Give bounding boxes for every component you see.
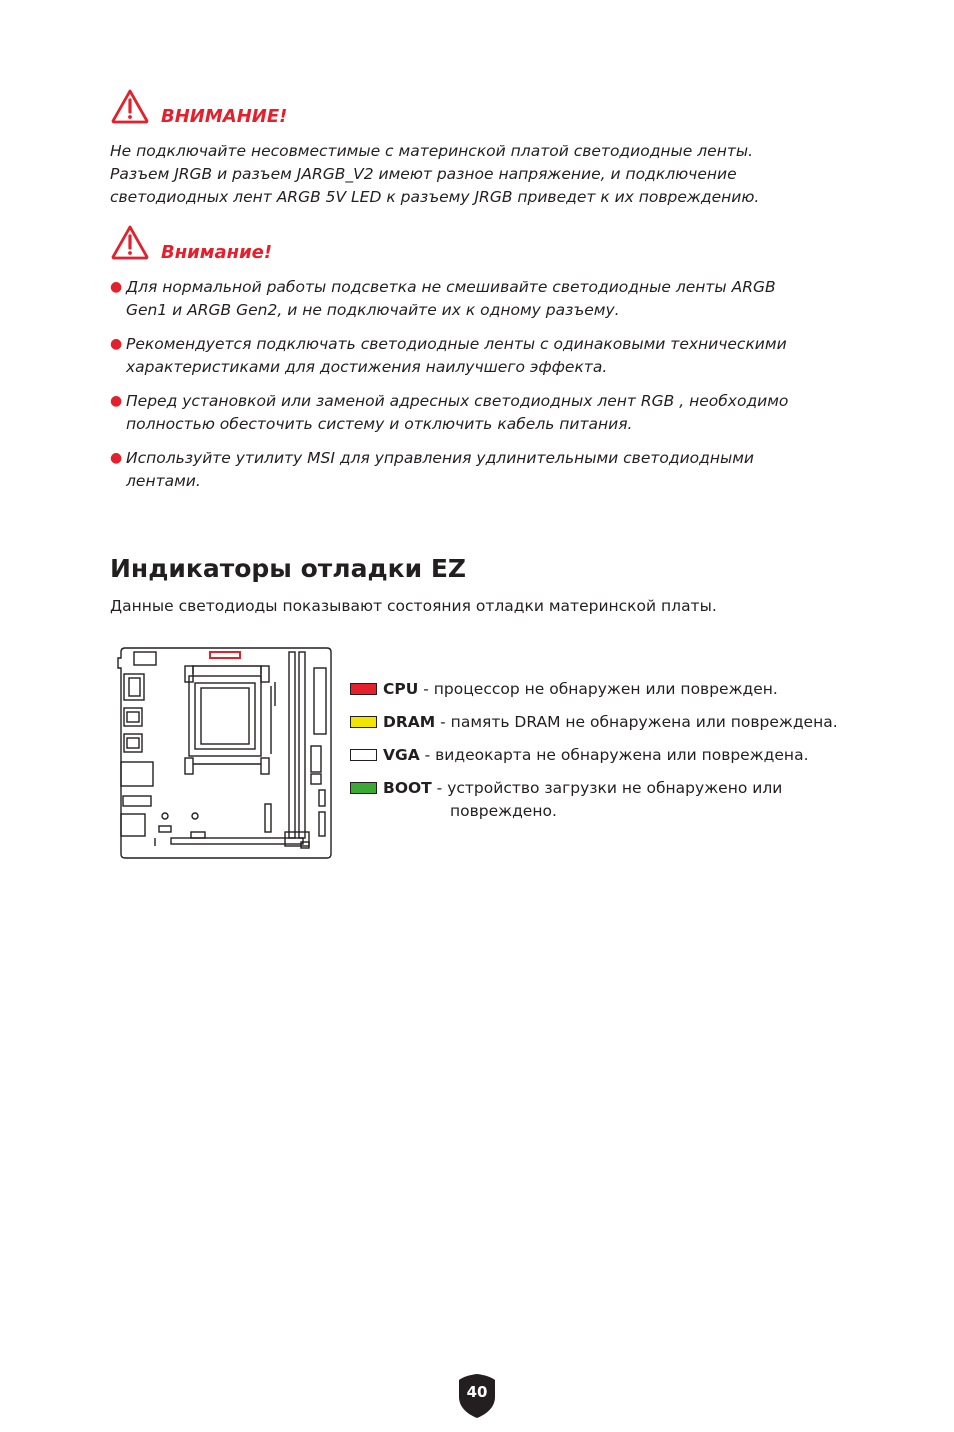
list-item-text: Для нормальной работы подсветка не смешивайте светодиодные ленты ARGB: [126, 278, 776, 296]
bullet-icon: ●: [110, 336, 123, 352]
warning-triangle-icon: [110, 224, 150, 260]
legend-text: - память DRAM не обнаружена или повреждена.: [435, 713, 838, 731]
legend-item-dram: [350, 711, 890, 744]
section-title: Индикаторы отладки EZ: [110, 554, 467, 583]
legend-name: DRAM: [383, 713, 436, 731]
legend-text: - процессор не обнаружен или поврежден.: [418, 680, 778, 698]
boot-led-icon: [350, 782, 377, 794]
legend-item-vga: [350, 744, 890, 777]
list-item-text: лентами.: [126, 472, 201, 490]
legend-name: BOOT: [383, 779, 432, 797]
list-item-text: характеристиками для достижения наилучшего эффекта.: [126, 358, 608, 376]
motherboard-diagram: [115, 646, 333, 860]
list-item-text: Gen1 и ARGB Gen2, и не подключайте их к одному разъему.: [126, 301, 620, 319]
warning-title: Внимание!: [161, 242, 273, 263]
list-item-text: Используйте утилиту MSI для управления удлинительными светодиодными: [126, 449, 754, 467]
warning-bullet-list: [110, 276, 850, 504]
bullet-icon: ●: [110, 450, 123, 466]
cpu-led-icon: [350, 683, 377, 695]
legend-item-boot: [350, 777, 890, 827]
warning-line: Не подключайте несовместимые с материнской платой светодиодные ленты.: [110, 142, 754, 160]
list-item-text: полностью обесточить систему и отключить кабель питания.: [126, 415, 633, 433]
list-item: [110, 333, 850, 379]
legend-name: CPU: [383, 680, 419, 698]
warning-triangle-icon: [110, 88, 150, 124]
list-item: [110, 390, 850, 436]
legend-text-continuation: повреждено.: [450, 802, 557, 820]
warning-title: ВНИМАНИЕ!: [161, 106, 288, 127]
list-item-text: Рекомендуется подключать светодиодные ленты с одинаковыми техническими: [126, 335, 787, 353]
legend-name: VGA: [383, 746, 420, 764]
legend-text: - видеокарта не обнаружена или повреждена.: [419, 746, 809, 764]
legend-item-cpu: [350, 678, 890, 711]
page-number: 40: [466, 1383, 488, 1401]
warning-line: Разъем JRGB и разъем JARGB_V2 имеют разное напряжение, и подключение: [110, 165, 737, 183]
section-description: Данные светодиоды показывают состояния отладки материнской платы.: [110, 597, 717, 615]
bullet-icon: ●: [110, 393, 123, 409]
list-item: [110, 276, 850, 322]
debug-led-legend: [350, 678, 890, 827]
legend-text: - устройство загрузки не обнаружено или: [431, 779, 783, 797]
dram-led-icon: [350, 716, 377, 728]
warning-line: светодиодных лент ARGB 5V LED к разъему JRGB приведет к их повреждению.: [110, 188, 760, 206]
list-item: [110, 447, 850, 493]
list-item-text: Перед установкой или заменой адресных светодиодных лент RGB , необходимо: [126, 392, 789, 410]
bullet-icon: ●: [110, 279, 123, 295]
vga-led-icon: [350, 749, 377, 761]
warning-text: [110, 140, 850, 209]
